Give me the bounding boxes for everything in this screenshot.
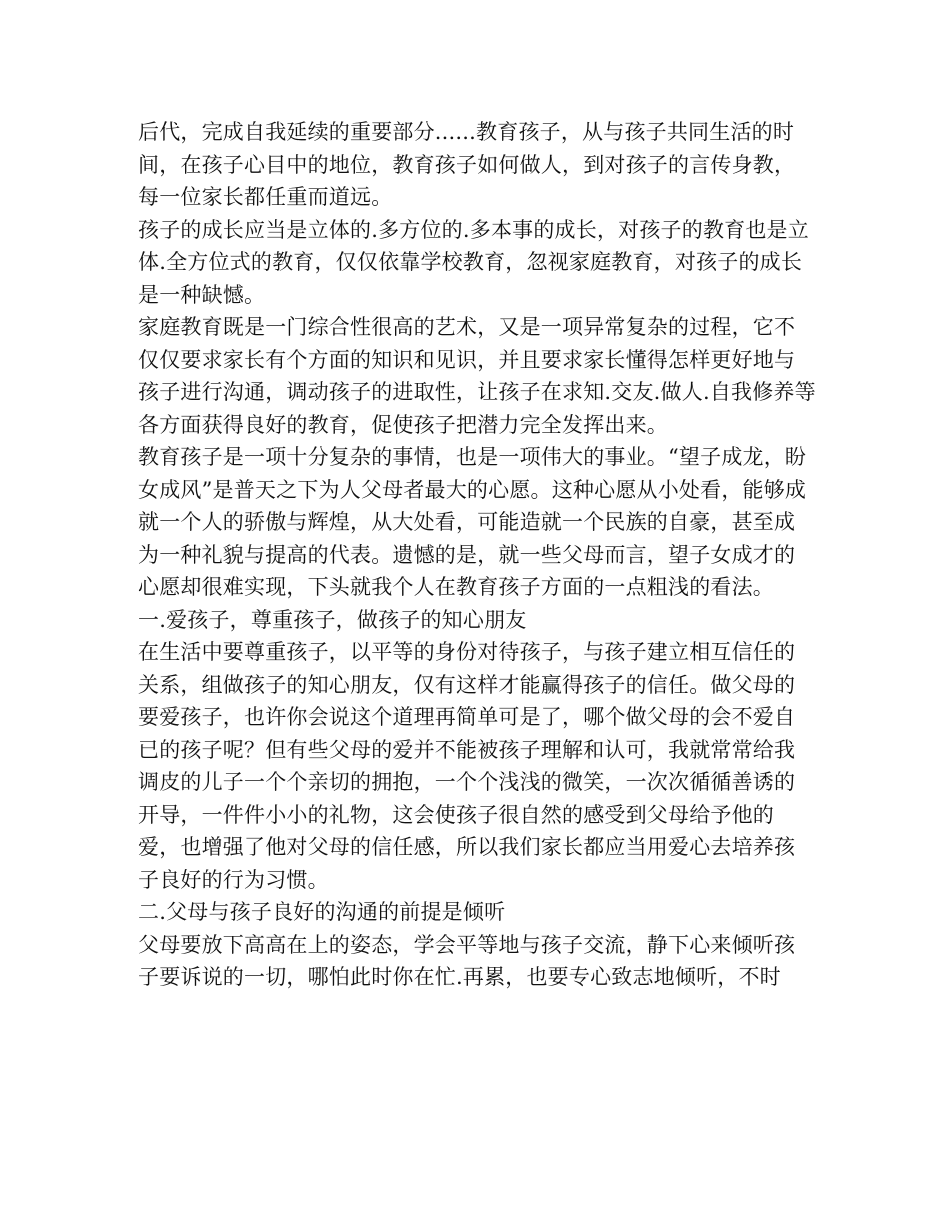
paragraph-family-education: 家庭教育既是一门综合性很高的艺术，又是一项异常复杂的过程，它不仅仅要求家长有个方面的知识和见识，并且要求家长懂得怎样更好地与孩子进行沟通，调动孩子的进取性，让孩子在求知.交友.做人.自我修养等各方面获得良好的教育，促使孩子把潜力完全发挥出来。 (138, 315, 816, 437)
paragraph-respect-child: 在生活中要尊重孩子，以平等的身份对待孩子，与孩子建立相互信任的关系，组做孩子的知心朋友，仅有这样才能赢得孩子的信任。做父母的要爱孩子，也许你会说这个道理再简单可是了，哪个做父母的会不爱自已的孩子呢？但有些父母的爱并不能被孩子理解和认可，我就常常给我调皮的儿子一个个亲切的拥抱，一个个浅浅的微笑，一次次循循善诱的开导，一件件小小的礼物，这会使孩子很自然的感受到父母给予他的爱，也增强了他对父母的信任感，所以我们家长都应当用爱心去培养孩子良好的行为习惯。 (138, 640, 796, 892)
section-heading-1: 一.爱孩子，尊重孩子，做孩子的知心朋友 (138, 607, 527, 632)
section-heading-2: 二.父母与孩子良好的沟通的前提是倾听 (138, 900, 506, 924)
paragraph-listening: 父母要放下高高在上的姿态，学会平等地与孩子交流，静下心来倾听孩子要诉说的一切，哪怕此时你在忙.再累，也要专心致志地倾听，不时 (138, 932, 796, 989)
document-page (138, 116, 816, 994)
paragraph-parents-wish: 教育孩子是一项十分复杂的事情，也是一项伟大的事业。“望子成龙，盼女成风”是普天之下为人父母者最大的心愿。这种心愿从小处看，能够成就一个人的骄傲与辉煌，从大处看，可能造就一个民族的自豪，甚至成为一种礼貌与提高的代表。遗憾的是，就一些父母而言，望子女成才的心愿却很难实现，下头就我个人在教育孩子方面的一点粗浅的看法。 (138, 445, 807, 599)
paragraph-growth: 孩子的成长应当是立体的.多方位的.多本事的成长，对孩子的教育也是立体.全方位式的教育，仅仅依靠学校教育，忽视家庭教育，对孩子的成长是一种缺憾。 (138, 217, 809, 307)
paragraph-intro-continuation: 后代，完成自我延续的重要部分......教育孩子，从与孩子共同生活的时间，在孩子心目中的地位，教育孩子如何做人，到对孩子的言传身教，每一位家长都任重而道远。 (138, 120, 796, 209)
